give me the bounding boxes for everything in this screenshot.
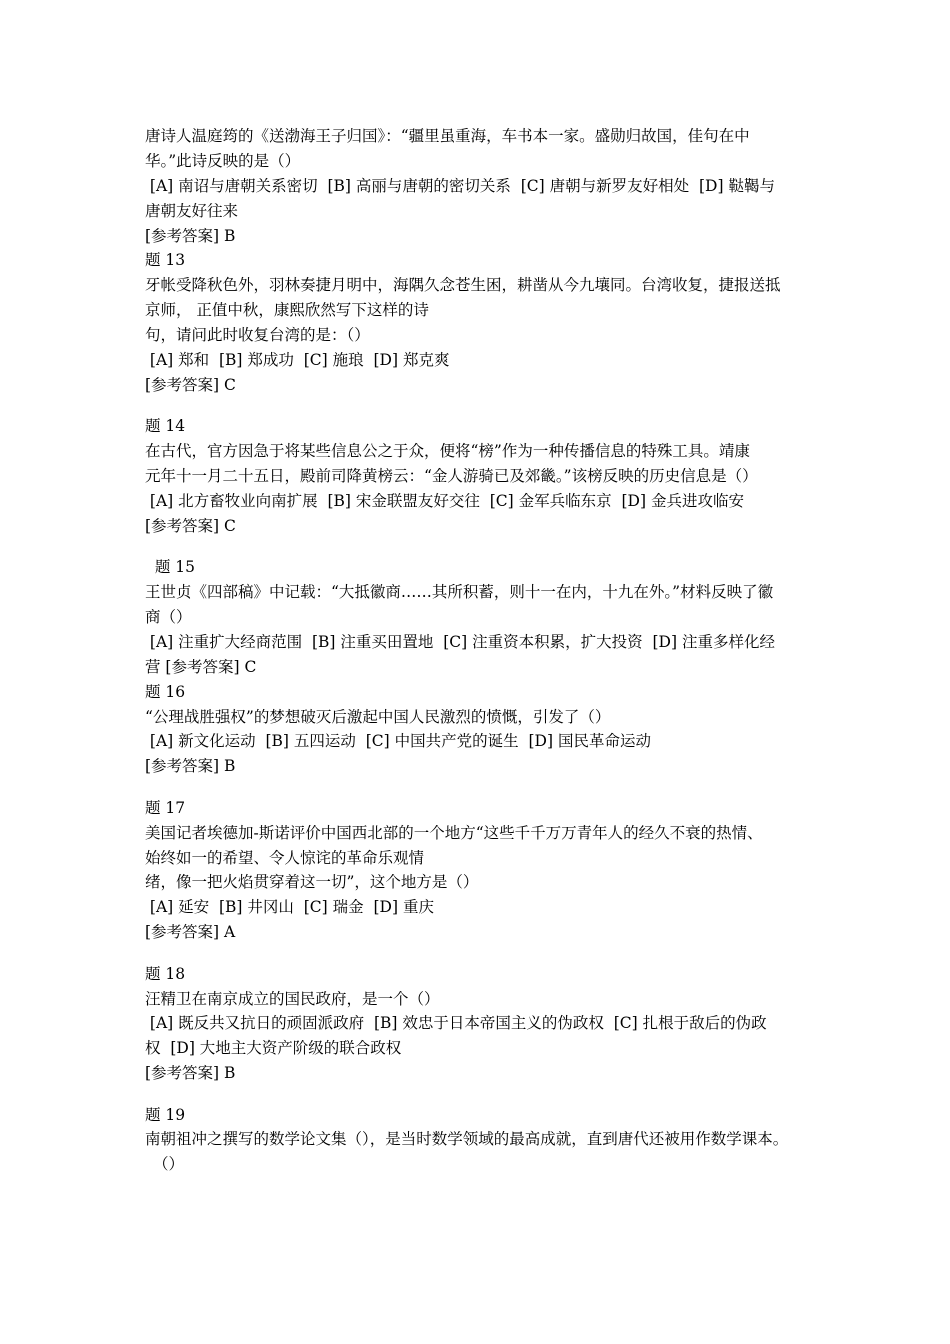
question-18-options-line-1: [A] 既反共又抗日的顽固派政府 [B] 效忠于日本帝国主义的伪政权 [C] 扎根于敌后的伪政 [145, 1014, 767, 1033]
paragraph-spacer [145, 539, 825, 556]
question-13-title: 题 13 [145, 251, 186, 270]
question-12-answer: [参考答案] B [145, 226, 236, 245]
paragraph-spacer [145, 945, 825, 962]
question-16-title: 题 16 [145, 682, 186, 701]
question-15-stem-line-2: 商（） [145, 608, 192, 627]
question-13-stem-line-1: 牙帐受降秋色外，羽林奏捷月明中，海隅久念苍生困，耕凿从今九壤同。台湾收复，捷报送抵 [145, 276, 781, 295]
question-17-stem-line-1: 美国记者埃德加-斯诺评价中国西北部的一个地方“这些千千万万青年人的经久不衰的热情、 [145, 823, 763, 842]
question-19-title: 题 19 [145, 1105, 186, 1124]
question-12-options-line-2: 唐朝友好往来 [145, 201, 239, 220]
question-14-stem-line-2: 元年十一月二十五日，殿前司降黄榜云：“金人游骑已及郊畿。”该榜反映的历史信息是（） [145, 467, 758, 486]
question-13-stem-line-2: 京师， 正值中秋，康熙欣然写下这样的诗 [145, 301, 429, 320]
question-17-stem-line-2: 始终如一的希望、令人惊诧的革命乐观情 [145, 848, 425, 867]
question-14-answer: [参考答案] C [145, 516, 236, 535]
question-17-answer: [参考答案] A [145, 923, 236, 942]
question-14-options-line-1: [A] 北方畜牧业向南扩展 [B] 宋金联盟友好交往 [C] 金军兵临东京 [D] 金兵进攻临安 [145, 491, 744, 510]
question-16-options-line-1: [A] 新文化运动 [B] 五四运动 [C] 中国共产党的诞生 [D] 国民革命运动 [145, 732, 651, 751]
question-19-stem-line-2: （） [153, 1155, 185, 1174]
question-17-options-line-1: [A] 延安 [B] 井冈山 [C] 瑞金 [D] 重庆 [145, 898, 434, 917]
question-18-answer: [参考答案] B [145, 1064, 236, 1083]
question-12-stem-line-2: 华。”此诗反映的是（） [145, 151, 301, 170]
paragraph-spacer [145, 1086, 825, 1103]
question-13-answer: [参考答案] C [145, 375, 236, 394]
question-13-options-line-1: [A] 郑和 [B] 郑成功 [C] 施琅 [D] 郑克爽 [145, 351, 450, 370]
question-14-stem-line-1: 在古代，官方因急于将某些信息公之于众，便将“榜”作为一种传播信息的特殊工具。靖康 [145, 442, 750, 461]
question-17-stem-line-3: 绪，像一把火焰贯穿着这一切”，这个地方是（） [145, 873, 479, 892]
paragraph-spacer [145, 779, 825, 796]
question-18-title: 题 18 [145, 964, 186, 983]
question-15-options-line-2: 营 [参考答案] C [145, 657, 257, 676]
question-17-title: 题 17 [145, 798, 186, 817]
document-body [145, 124, 825, 1177]
question-12-stem-line-1: 唐诗人温庭筠的《送渤海王子归国》：“疆里虽重海，车书本一家。盛勋归故国，佳句在中 [145, 127, 750, 145]
question-18-stem-line-1: 汪精卫在南京成立的国民政府，是一个（） [145, 989, 440, 1008]
question-15-stem-line-1: 王世贞《四部稿》中记载：“大抵徽商……其所积蓄，则十一在内，十九在外。”材料反映了徽 [145, 583, 774, 602]
question-16-stem-line-1: “公理战胜强权”的梦想破灭后激起中国人民激烈的愤慨，引发了（） [145, 707, 611, 726]
question-14-title: 题 14 [145, 417, 186, 436]
paragraph-spacer [145, 398, 825, 415]
question-12-options-line-1: [A] 南诏与唐朝关系密切 [B] 高丽与唐朝的密切关系 [C] 唐朝与新罗友好相处 [D] 鞑鞨与 [145, 176, 775, 195]
question-15-title: 题 15 [145, 558, 196, 577]
question-16-answer: [参考答案] B [145, 757, 236, 776]
question-18-options-line-2: 权 [D] 大地主大资产阶级的联合政权 [145, 1039, 402, 1058]
question-19-stem-line-1: 南朝祖冲之撰写的数学论文集（），是当时数学领域的最高成就，直到唐代还被用作数学课本。 [145, 1130, 789, 1149]
question-15-options-line-1: [A] 注重扩大经商范围 [B] 注重买田置地 [C] 注重资本积累，扩大投资 [D] 注重多样化经 [145, 632, 775, 651]
question-13-stem-line-3: 句，请问此时收复台湾的是：（） [145, 326, 370, 345]
